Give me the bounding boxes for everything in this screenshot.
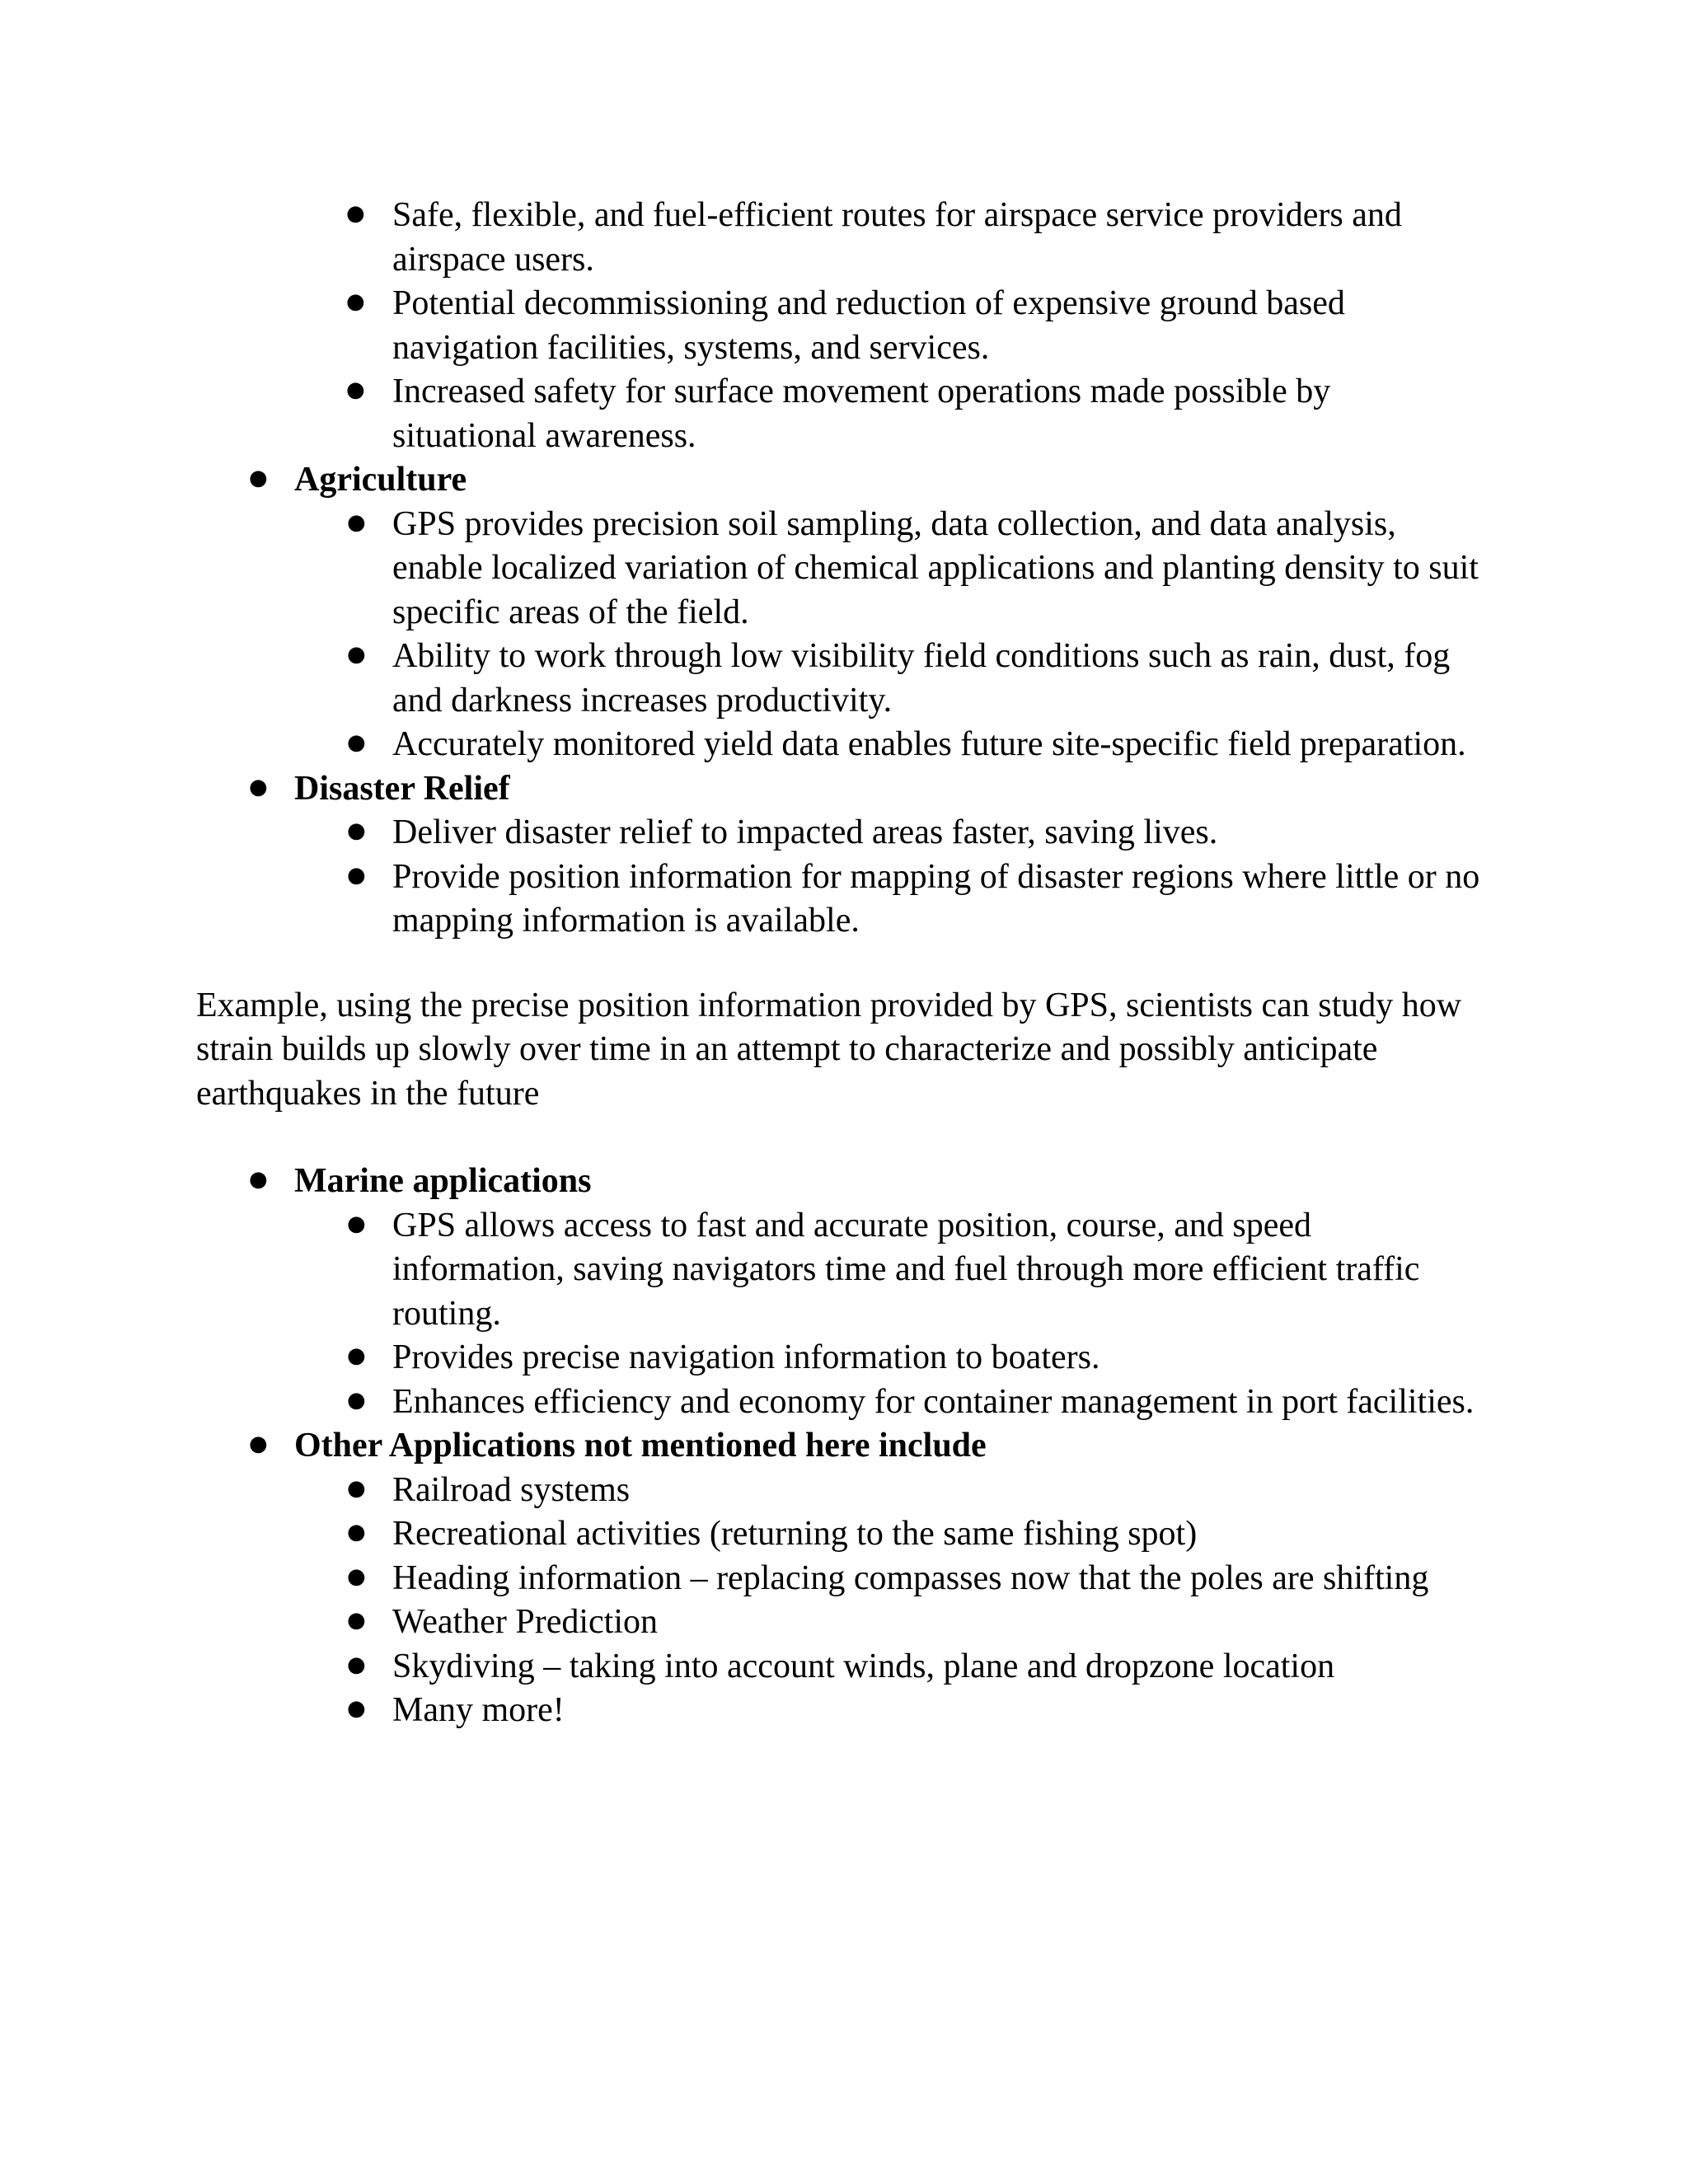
list-item: ● Many more! xyxy=(294,1689,1482,1733)
list-item: ● Ability to work through low visibility field conditions such as rain, dust, fog and darkness increases productivity. xyxy=(294,635,1482,723)
list-item: ● Increased safety for surface movement operations made possible by situational awareness. xyxy=(196,370,1482,458)
section-other xyxy=(196,1424,1482,1733)
section-disaster-relief xyxy=(196,767,1482,944)
applications-list-2 xyxy=(196,1160,1482,1733)
list-item: ● Weather Prediction xyxy=(294,1601,1482,1645)
list-item: ● Skydiving – taking into account winds, plane and dropzone location xyxy=(294,1645,1482,1690)
agriculture-items xyxy=(294,503,1482,767)
section-marine xyxy=(196,1160,1482,1424)
example-paragraph: Example, using the precise position information provided by GPS, scientists can study how strain builds up slowly over time in an attempt to characterize and possibly anticipate earthquakes in the future xyxy=(196,986,1462,1113)
list-item: ● Potential decommissioning and reduction of expensive ground based navigation facilities, systems, and services. xyxy=(196,282,1482,370)
section-heading-disaster-relief: Disaster Relief xyxy=(294,769,510,808)
section-heading-agriculture: Agriculture xyxy=(294,461,467,499)
section-heading-marine: Marine applications xyxy=(294,1162,592,1200)
list-item: ● Provide position information for mapping of disaster regions where little or no mapping information is available. xyxy=(294,855,1482,944)
aviation-benefits-list xyxy=(196,194,1482,458)
section-agriculture xyxy=(196,458,1482,767)
list-item: ● Safe, flexible, and fuel-efficient routes for airspace service providers and airspace users. xyxy=(196,194,1482,282)
list-item: ● GPS allows access to fast and accurate position, course, and speed information, saving navigators time and fuel through more efficient traffic routing. xyxy=(294,1204,1482,1337)
document-body xyxy=(196,194,1482,1733)
list-item: ● GPS provides precision soil sampling, data collection, and data analysis, enable localized variation of chemical applications and planting density to suit specific areas of the field. xyxy=(294,503,1482,635)
list-item: ● Provides precise navigation information to boaters. xyxy=(294,1336,1482,1380)
list-item: ● Enhances efficiency and economy for container management in port facilities. xyxy=(294,1380,1482,1425)
list-item: ● Railroad systems xyxy=(294,1469,1482,1513)
disaster-relief-items xyxy=(294,811,1482,944)
applications-list-1 xyxy=(196,458,1482,944)
list-item: ● Heading information – replacing compasses now that the poles are shifting xyxy=(294,1557,1482,1601)
list-item: ● Recreational activities (returning to the same fishing spot) xyxy=(294,1512,1482,1557)
list-item: ● Accurately monitored yield data enables future site-specific field preparation. xyxy=(294,723,1482,767)
list-item: ● Deliver disaster relief to impacted areas faster, saving lives. xyxy=(294,811,1482,855)
other-items xyxy=(294,1469,1482,1733)
section-heading-other: Other Applications not mentioned here include xyxy=(294,1427,987,1465)
marine-items xyxy=(294,1204,1482,1425)
